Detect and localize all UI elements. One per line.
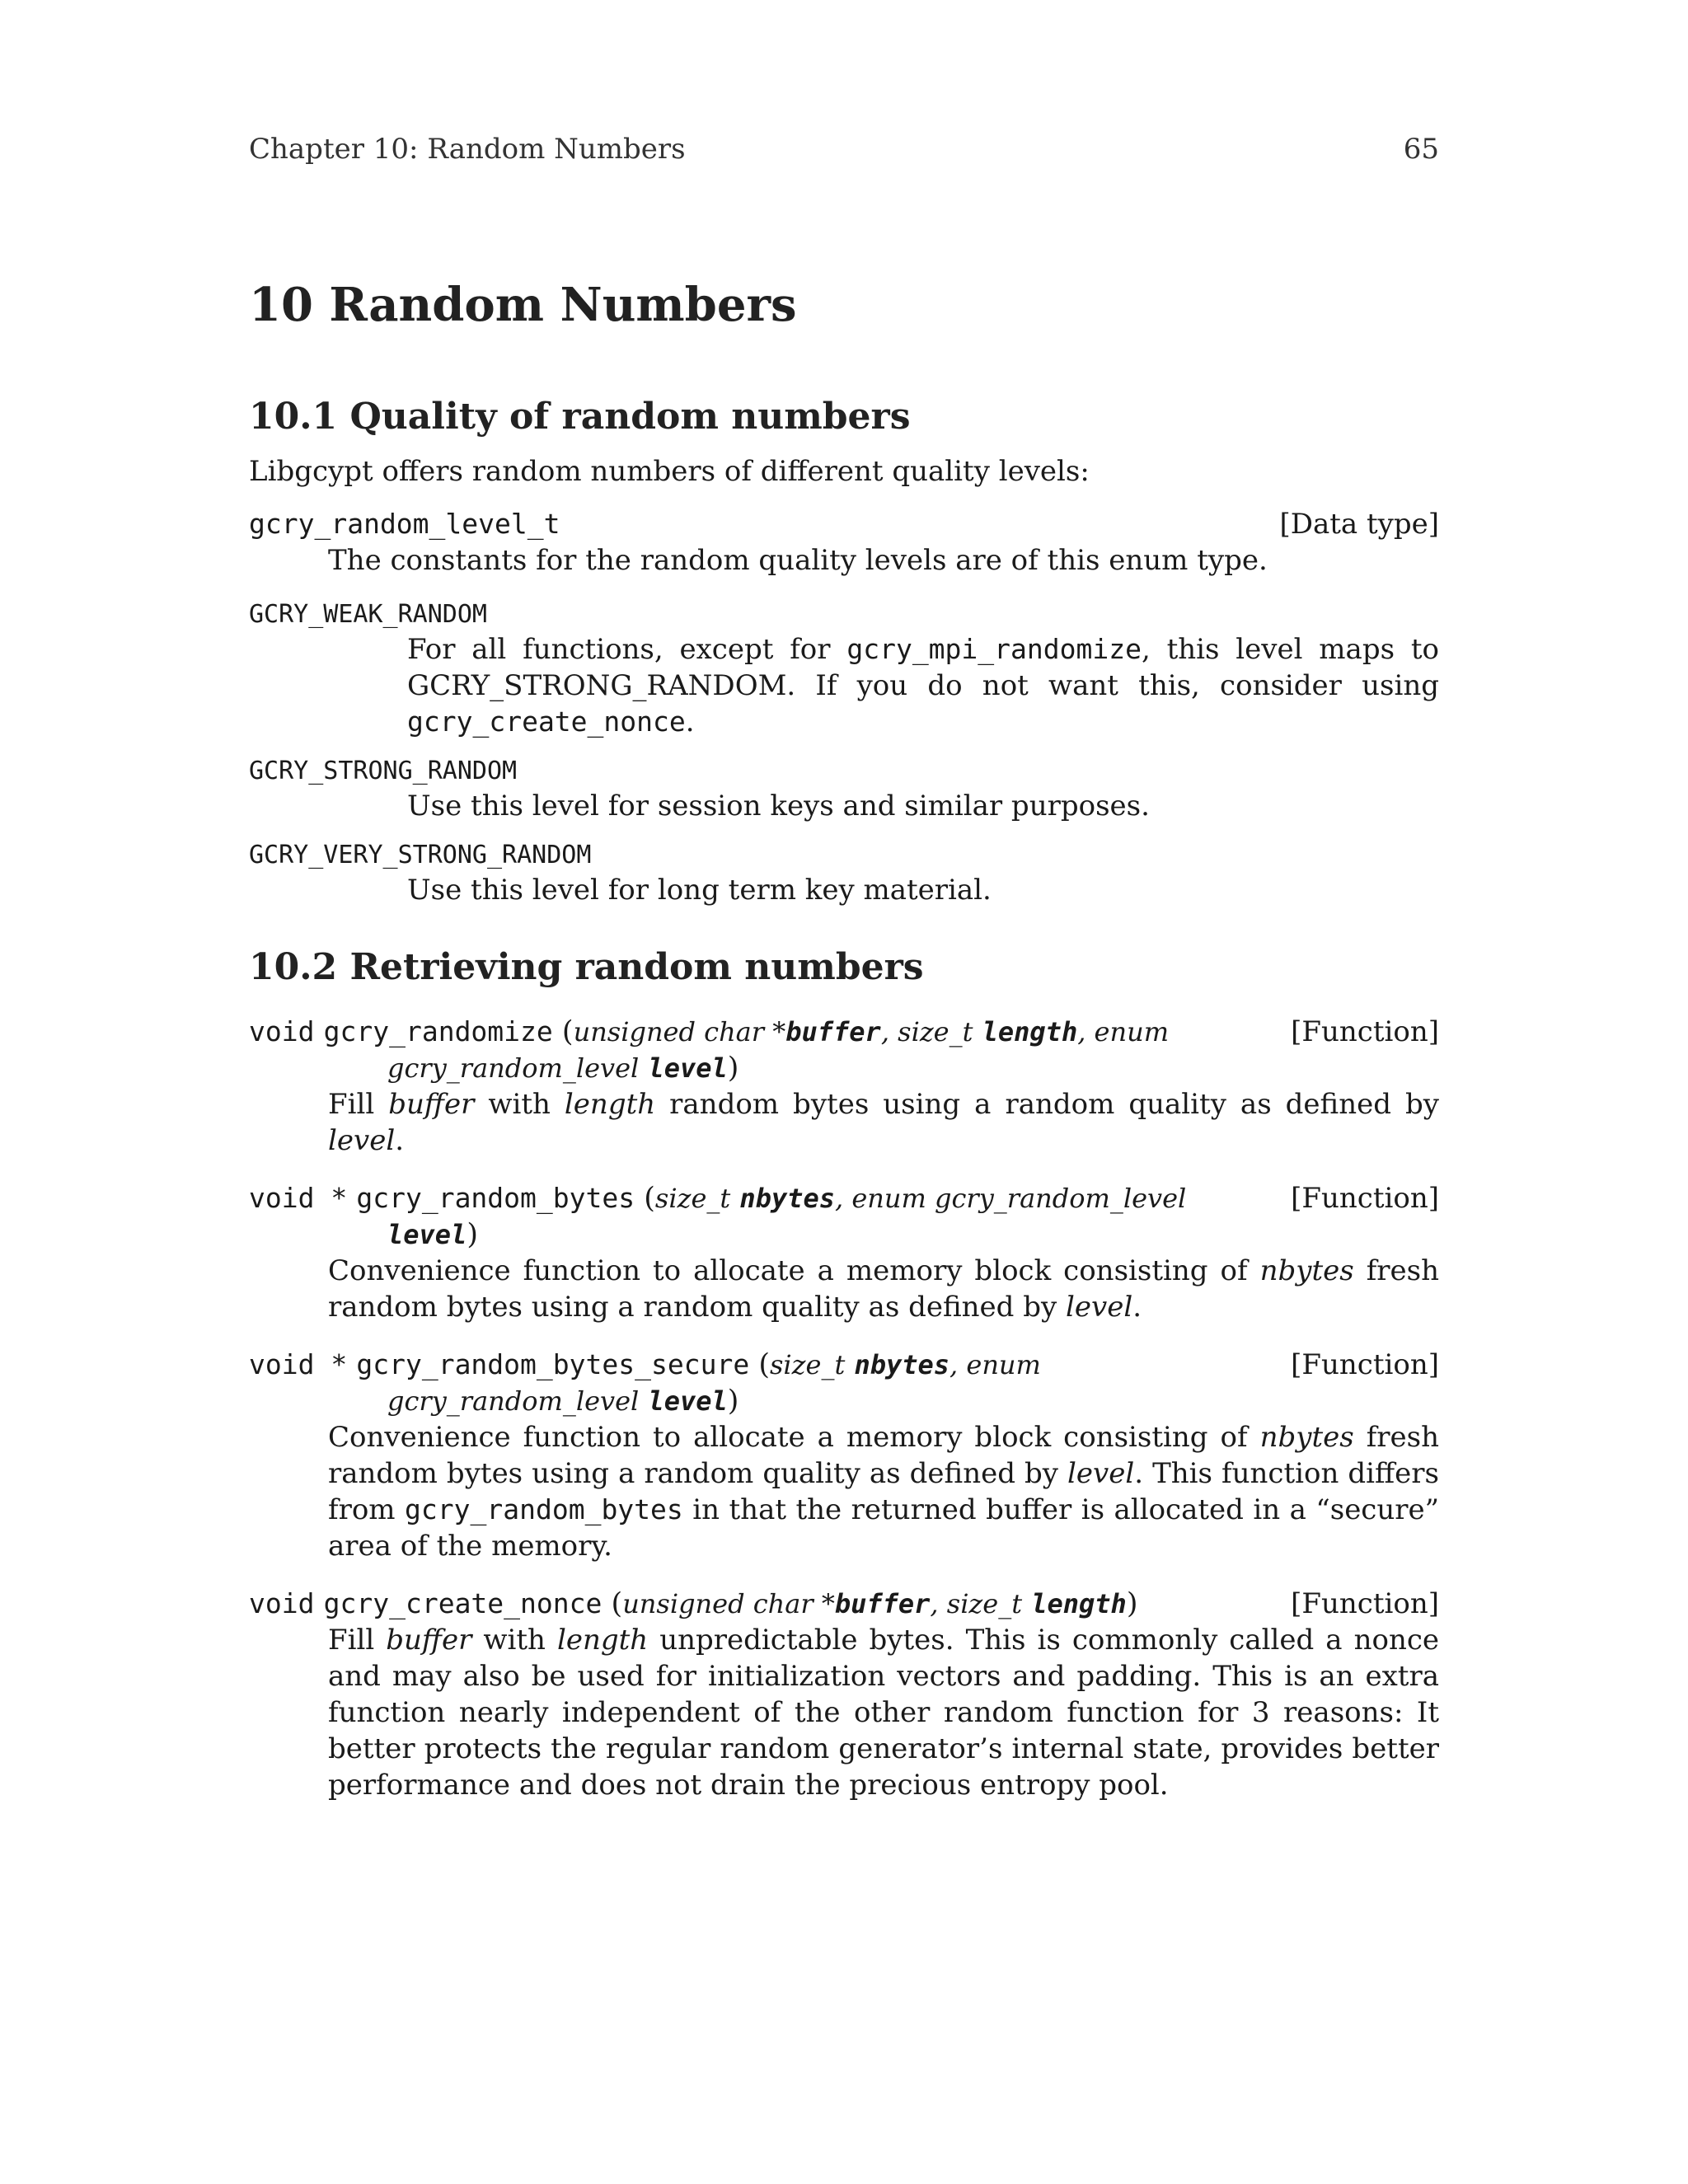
datatype-definition [249,506,1439,579]
paren-open: ( [644,1182,655,1215]
function-signature [249,1586,1439,1622]
level-row [249,839,1439,908]
paren-open: ( [561,1015,574,1048]
param-type: enum [966,1349,1041,1380]
level-term: GCRY_WEAK_RANDOM [249,600,487,629]
function-name: gcry_create_nonce [323,1587,603,1619]
function-definition [249,1586,1439,1803]
paren-close: ) [467,1218,478,1251]
function-return-type: void * [249,1182,348,1214]
paren-close: ) [727,1052,739,1085]
function-signature [249,1180,1439,1216]
param-type: size_t [898,1016,973,1047]
desc-code: gcry_random_bytes [405,1493,683,1526]
desc-param: length [564,1088,656,1121]
desc-param: length [556,1624,649,1657]
paren-open: ( [758,1348,770,1381]
param-name: length [1031,1588,1127,1619]
desc-text: random bytes using a random quality as defined by [655,1088,1439,1121]
desc-param: level [1066,1291,1133,1324]
param-name: nbytes [739,1183,835,1214]
running-header [249,122,1439,176]
datatype-category: [Data type] [1279,508,1439,541]
param-type: size_t [654,1183,731,1214]
desc-text: . [1132,1291,1142,1324]
paren-open: ( [611,1587,623,1620]
level-desc-text: , this level maps to GCRY_STRONG_RANDOM. If you do not want this, consider using [407,633,1439,702]
paren-close: ) [727,1385,739,1418]
desc-text: with [474,1088,565,1121]
param-type: size_t [946,1588,1023,1619]
paren-close: ) [1126,1587,1138,1620]
desc-text: Fill [328,1088,389,1121]
param-sep: , [930,1588,947,1619]
function-description [328,1419,1439,1564]
desc-param: nbytes [1259,1421,1354,1454]
param-sep: , [950,1349,967,1380]
param-type: unsigned char * [573,1016,786,1047]
level-desc-text: For all functions, except for [407,633,847,666]
param-sep: , [880,1016,898,1047]
datatype-head [249,506,1439,542]
function-category: [Function] [1291,1015,1439,1048]
function-return-type: void [249,1587,315,1619]
level-description [407,631,1439,740]
level-table [249,598,1439,908]
datatype-description: The constants for the random quality levels are of this enum type. [328,544,1268,577]
function-description [328,1622,1439,1803]
param-sep: , [834,1183,852,1214]
desc-param: nbytes [1259,1254,1354,1287]
level-desc-code: gcry_create_nonce [407,705,686,738]
function-signature-continued [249,1050,1439,1086]
level-description: Use this level for long term key material. [407,874,992,907]
function-name: gcry_random_bytes_secure [356,1348,750,1380]
function-category: [Function] [1291,1348,1439,1381]
param-type: enum gcry_random_level [851,1183,1187,1214]
level-term: GCRY_STRONG_RANDOM [249,757,518,785]
level-desc-code: gcry_mpi_randomize [846,633,1142,665]
section-title-retrieving: 10.2 Retrieving random numbers [249,946,924,988]
param-sep: , [1077,1016,1095,1047]
desc-text: fresh random bytes using a random quality as defined by [328,1254,1439,1324]
param-type: enum [1094,1016,1170,1047]
param-name: buffer [834,1588,931,1619]
section-intro: Libgcypt offers random numbers of different quality levels: [249,455,1090,488]
level-row [249,755,1439,824]
desc-param: buffer [388,1088,475,1121]
desc-param: level [328,1124,396,1157]
desc-text: Fill [328,1624,387,1657]
level-desc-text: . [685,705,695,738]
param-name: level [387,1219,467,1250]
desc-text: Convenience function to allocate a memory block consisting of [328,1254,1260,1287]
level-row [249,598,1439,740]
function-signature [249,1347,1439,1383]
function-definition [249,1180,1439,1325]
section-title-quality: 10.1 Quality of random numbers [249,396,911,438]
desc-text: . [395,1124,405,1157]
function-category: [Function] [1291,1587,1439,1620]
function-category: [Function] [1291,1182,1439,1215]
param-type: unsigned char * [622,1588,835,1619]
function-definition [249,1347,1439,1564]
param-name: level [648,1385,728,1417]
param-type: gcry_random_level [387,1385,640,1417]
running-header-chapter: Chapter 10: Random Numbers [249,133,686,166]
desc-param: buffer [386,1624,472,1657]
page-number: 65 [1403,133,1439,166]
function-name: gcry_random_bytes [356,1182,635,1214]
function-return-type: void * [249,1348,348,1380]
level-term: GCRY_VERY_STRONG_RANDOM [249,841,592,869]
desc-text: unpredictable bytes. This is commonly called a nonce and may also be used for initialization vectors and padding. This is an extra function nearly independent of the other random function for 3 reasons: It better protects the regular random generator’s internal state, provides better performance and does not drain the precious entropy pool. [328,1624,1440,1802]
function-signature [249,1014,1439,1050]
desc-text: in that the returned buffer is allocated in a “secure” area of the memory. [328,1493,1440,1563]
desc-text: fresh random bytes using a random quality as defined by [328,1421,1439,1490]
function-name: gcry_randomize [323,1015,553,1047]
param-type: size_t [769,1349,846,1380]
function-signature-continued [249,1216,1439,1253]
function-description [328,1253,1439,1325]
function-description [328,1086,1439,1159]
desc-text: Convenience function to allocate a memory block consisting of [328,1421,1260,1454]
desc-text: . This function differs from [328,1457,1439,1526]
param-type: gcry_random_level [387,1052,640,1084]
chapter-title: 10 Random Numbers [249,278,797,332]
level-description: Use this level for session keys and similar purposes. [407,790,1150,823]
function-signature-continued [249,1383,1439,1419]
param-name: buffer [785,1016,881,1047]
param-name: nbytes [854,1349,950,1380]
datatype-name: gcry_random_level_t [249,508,560,540]
desc-param: level [1067,1457,1135,1490]
desc-text: with [471,1624,557,1657]
param-name: length [982,1016,1078,1047]
page-content [249,122,1439,1803]
param-name: level [648,1052,728,1084]
function-return-type: void [249,1015,315,1047]
function-definition [249,1014,1439,1159]
